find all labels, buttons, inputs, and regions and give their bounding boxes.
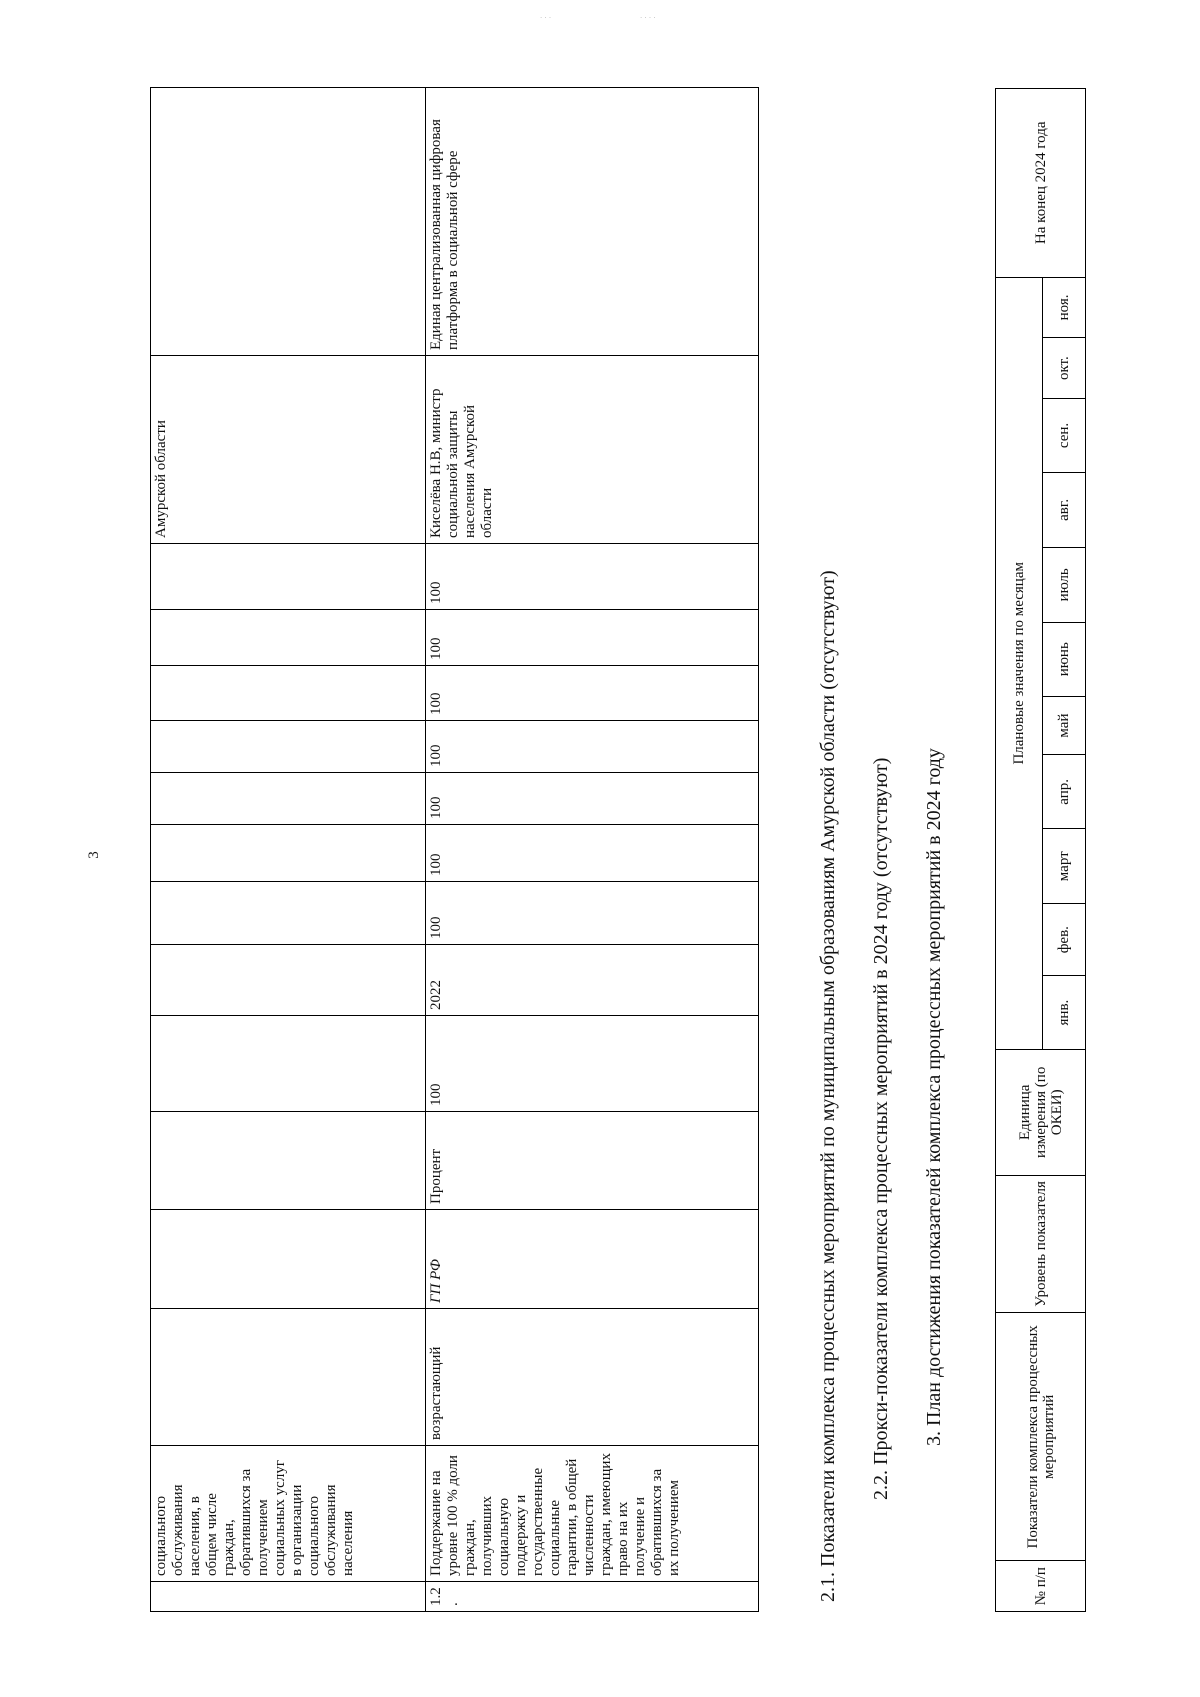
cell-2028: 100 — [426, 666, 759, 721]
plan-table — [995, 88, 1086, 1612]
scan-artifact: · · · · — [640, 14, 656, 22]
header-no: № п/п — [996, 1561, 1086, 1612]
cell-trend: возрастающий — [426, 1309, 759, 1446]
table-row — [426, 88, 759, 1612]
cell-unit — [151, 1112, 426, 1210]
table-row — [151, 88, 426, 1612]
cell-2026: 100 — [426, 773, 759, 825]
month-mar: март — [1043, 829, 1086, 904]
month-feb: фев. — [1043, 904, 1086, 976]
cell-unit: Процент — [426, 1112, 759, 1210]
header-level: Уровень показателя — [996, 1175, 1086, 1313]
landscape-content — [150, 88, 1170, 1612]
section-heading-2-2: 2.2. Прокси-показатели комплекса процессных мероприятий в 2024 году (отсутствуют) — [870, 757, 892, 1500]
header-year-end: На конец 2024 года — [996, 89, 1086, 278]
month-oct: окт. — [1043, 338, 1086, 399]
cell-base-year — [151, 945, 426, 1016]
cell-responsible: Амурской области — [151, 356, 426, 544]
scan-artifact: · · · — [540, 14, 552, 22]
cell-2030: 100 — [426, 544, 759, 610]
cell-indicator: Поддержание на уровне 100 % доли граждан, получивших социальную поддержку и государственные социальные гарантии, в общей численности граждан, имеющих право на их получение и обратившихся за их получением — [426, 1446, 759, 1582]
month-nov: ноя. — [1043, 277, 1086, 338]
section-heading-3: 3. План достижения показателей комплекса процессных мероприятий в 2024 году — [923, 748, 945, 1446]
cell-base-value: 100 — [426, 1016, 759, 1112]
cell-2030 — [151, 544, 426, 610]
cell-no: 1.2. — [426, 1582, 759, 1612]
month-aug: авг. — [1043, 472, 1086, 547]
cell-2029: 100 — [426, 610, 759, 666]
cell-2027: 100 — [426, 721, 759, 773]
month-may: май — [1043, 696, 1086, 755]
cell-2024: 100 — [426, 882, 759, 945]
month-jul: июль — [1043, 547, 1086, 622]
cell-responsible: Киселёва Н.В, министр социальной защиты населения Амурской области — [426, 356, 759, 544]
header-monthly: Плановые значения по месяцам — [996, 277, 1043, 1050]
indicators-table — [150, 87, 759, 1612]
cell-2024 — [151, 882, 426, 945]
cell-base-value — [151, 1016, 426, 1112]
cell-info-system — [151, 88, 426, 356]
cell-info-system: Единая централизованная цифровая платформа в социальной сфере — [426, 88, 759, 356]
cell-2029 — [151, 610, 426, 666]
cell-2028 — [151, 666, 426, 721]
section-heading-2-1: 2.1. Показатели комплекса процессных мероприятий по муниципальным образованиям Амурской области (отсутствуют) — [817, 570, 839, 1602]
plan-header-row — [996, 89, 1043, 1612]
month-sep: сен. — [1043, 399, 1086, 473]
cell-trend — [151, 1309, 426, 1446]
cell-level — [151, 1210, 426, 1309]
month-jun: июнь — [1043, 622, 1086, 696]
cell-level: ГП РФ — [426, 1210, 759, 1309]
cell-2027 — [151, 721, 426, 773]
header-unit: Единица измерения (по ОКЕИ) — [996, 1050, 1086, 1176]
cell-base-year: 2022 — [426, 945, 759, 1016]
page-number: 3 — [86, 851, 102, 859]
cell-no — [151, 1582, 426, 1612]
cell-2025: 100 — [426, 825, 759, 882]
cell-indicator: социального обслуживания населения, в общем числе граждан, обратившихся за получением социальных услуг в организации социального обслуживания населения — [151, 1446, 426, 1582]
cell-2026 — [151, 773, 426, 825]
cell-2025 — [151, 825, 426, 882]
header-indicators: Показатели комплекса процессных мероприятий — [996, 1313, 1086, 1561]
month-jan: янв. — [1043, 976, 1086, 1050]
month-apr: апр. — [1043, 755, 1086, 829]
